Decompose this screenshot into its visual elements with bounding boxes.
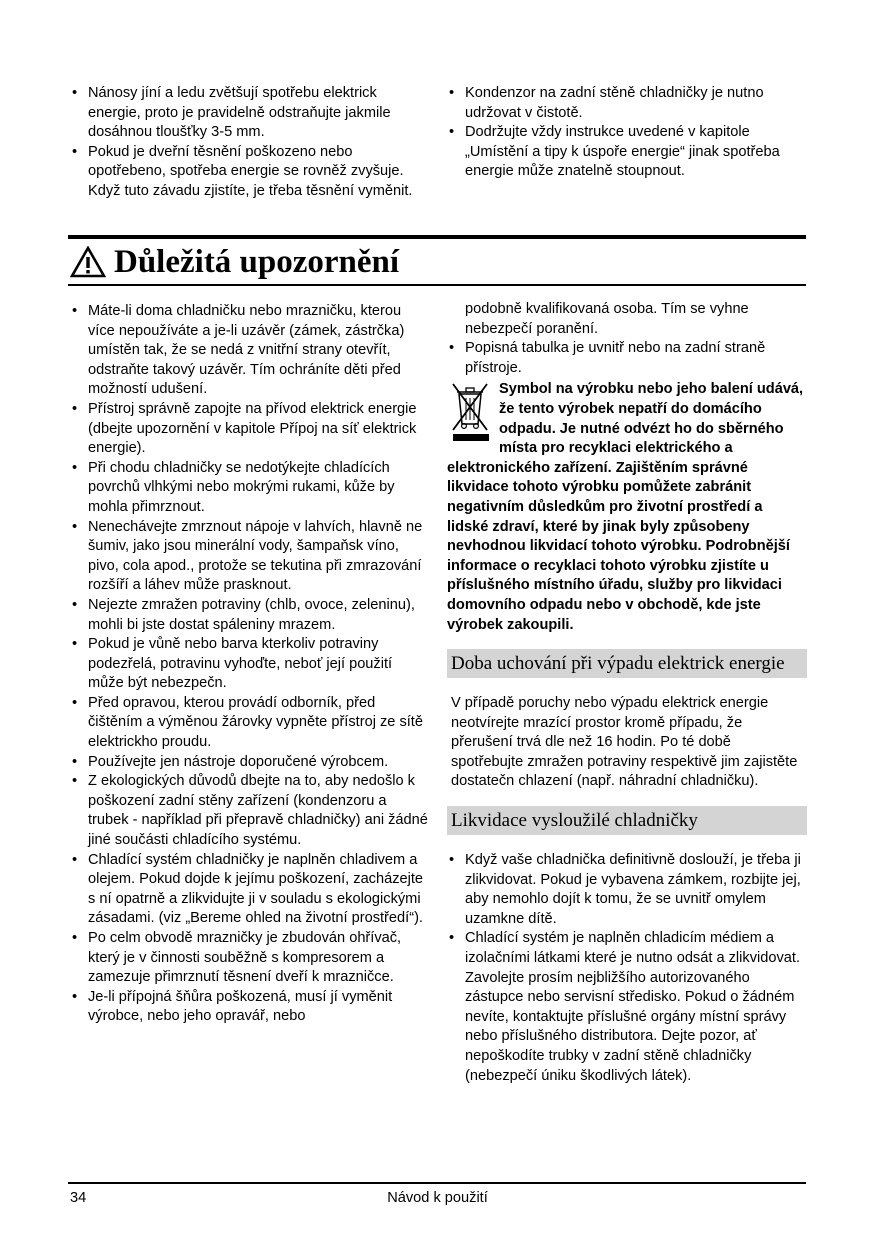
crossed-bin-icon	[447, 380, 493, 442]
list-item: • Přístroj správně zapojte na přívod elektrick energie (dbejte upozornění v kapitole Přípoj na síť elektrick energie).	[70, 400, 430, 459]
list-item: • Pokud je vůně nebo barva kterkoliv potraviny podezřelá, potravinu vyhoďte, neboť její použití může být nebezpečn.	[70, 635, 430, 694]
outage-heading: Doba uchování při výpadu elektrick energie	[447, 649, 807, 678]
list-item: • Chladící systém chladničky je naplněn chladivem a olejem. Pokud dojde k jejímu poškození, zacházejte s ní opatrně a zlikvidujte ji v souladu s ekologickými zásadami. (viz „Bereme ohled na životní prostředí“).	[70, 851, 430, 929]
heading-bottom-rule	[68, 284, 806, 286]
warning-icon	[70, 246, 106, 278]
recycling-notice	[447, 380, 807, 635]
list-item: • Pokud je dveřní těsnění poškozeno nebo opotřebeno, spotřeba energie se rovněž zvyšuje. Když tuto závadu zjistíte, je třeba těsnění vyměnit.	[70, 143, 430, 202]
page-number: 34	[70, 1190, 87, 1206]
list-item: • Při chodu chladničky se nedotýkejte chladících povrchů vlhkými nebo mokrými rukami, kůže by mohla přimrznout.	[70, 459, 430, 518]
top-left-column	[70, 84, 430, 202]
list-item: • Nánosy jíní a ledu zvětšují spotřebu elektrick energie, proto je pravidelně odstraňujte jakmile dosáhnou tloušťky 3-5 mm.	[70, 84, 430, 143]
list-item: • Je-li přípojná šňůra poškozená, musí jí vyměnit výrobce, nebo jeho opravář, nebo	[70, 988, 430, 1027]
list-item: • Po celm obvodě mrazničky je zbudován ohřívač, který je v činnosti souběžně s kompresorem a zamezuje přimrznutí těsnení dveří k mrazničce.	[70, 929, 430, 988]
recycling-text: Symbol na výrobku nebo jeho balení udává, že tento výrobek nepatří do domácího odpadu. Je nutné odvézt ho do sběrného místa pro recyklaci elektrického a elektronického zařízení. Zajištěním správné likvidace tohoto výrobku pomůžete zabránit negativním důsledkům pro životní prostředí a lidské zdraví, které by jinak byly způsobeny nevhodnou likvidací tohoto výrobku. Podrobnější informace o recyklaci tohoto výrobku zjistíte u příslušného místního úřadu, služby pro likvidaci domovního odpadu nebo v obchodě, kde jste výrobek zakoupili.	[447, 381, 804, 633]
manual-title: Návod k použití	[387, 1190, 488, 1206]
list-item: • Chladící systém je naplněn chladicím médiem a izolačními látkami které je nutno odsát a zlikvidovat. Zavolejte prosím nejbližšího autorizovaného zástupce nebo servisní středisko. Pokud o žádném nevíte, kontaktujte příslušné orgány místní správy nebo příslušného distributora. Dejte pozor, ať nepoškodíte trubky v zadní stěně chladničky (nebezpečí úniku škodlivých látek).	[447, 929, 807, 1086]
list-item: • Popisná tabulka je uvnitř nebo na zadní straně přístroje.	[447, 339, 807, 378]
list-item: • Nejezte zmražen potraviny (chlb, ovoce, zeleninu), mohli bi jste dostat spáleniny mrazem.	[70, 596, 430, 635]
list-item: • Když vaše chladnička definitivně doslouží, je třeba ji zlikvidovat. Pokud je vybavena zámkem, rozbijte jej, aby nemohlo dojít k tomu, že se uvnitř omylem uzamkne dítě.	[447, 851, 807, 929]
list-item: • Máte-li doma chladničku nebo mrazničku, kterou více nepoužíváte a je-li uzávěr (zámek, zástrčka) umístěn tak, že se nedá z vnitřní strany otevřít, odstraňte takový uzávěr. Tím ochráníte děti před možností udušení.	[70, 302, 430, 400]
list-item: • Dodržujte vždy instrukce uvedené v kapitole „Umístění a tipy k úspoře energie“ jinak spotřeba energie může znatelně stoupnout.	[447, 123, 807, 182]
heading-top-rule	[68, 235, 806, 239]
section-heading	[70, 240, 399, 284]
list-item: • Nenechávejte zmrznout nápoje v lahvích, hlavně ne šumiv, jako jsou minerální vody, šampaňsk víno, pivo, cola apod., protože se tekutina při zmrazování rozšíří a láhev může prasknout.	[70, 518, 430, 596]
outage-paragraph: V případě poruchy nebo výpadu elektrick energie neotvírejte mrazící prostor kromě případu, že přerušení trvá dle než 16 hodin. Po té době spotřebujte zmražen potraviny respektivě jim zajistěte dostatečn chlazení (např. náhradní chladničku).	[451, 695, 798, 790]
disposal-heading: Likvidace vysloužilé chladničky	[447, 806, 807, 835]
section-title: Důležitá upozornění	[114, 243, 400, 280]
footer-rule	[68, 1182, 806, 1184]
list-item-continuation: podobně kvalifikovaná osoba. Tím se vyhne nebezpečí poranění.	[465, 301, 749, 337]
main-right-column	[447, 300, 807, 1086]
list-item: • Před opravou, kterou provádí odborník, před čištěním a výměnou žárovky vypněte přístroj ze sítě elektrickho proudu.	[70, 694, 430, 753]
main-left-column	[70, 302, 430, 1027]
list-item: • Z ekologických důvodů dbejte na to, aby nedošlo k poškození zadní stěny zařízení (kondenzoru a trubek - například při přepravě chladničky) ani žádné jiné součásti chladícího systému.	[70, 772, 430, 850]
list-item: • Používejte jen nástroje doporučené výrobcem.	[70, 753, 430, 773]
list-item: • Kondenzor na zadní stěně chladničky je nutno udržovat v čistotě.	[447, 84, 807, 123]
top-right-column	[447, 84, 807, 182]
